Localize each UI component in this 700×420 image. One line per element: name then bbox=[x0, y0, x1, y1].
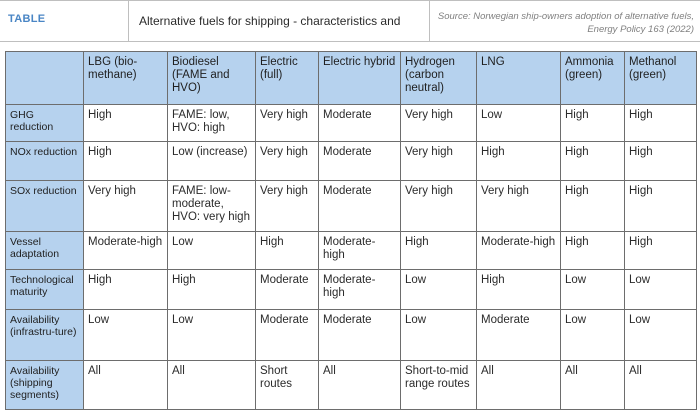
table-cell: High bbox=[561, 142, 625, 181]
table-cell: Low bbox=[625, 310, 697, 361]
table-cell: Very high bbox=[401, 105, 477, 142]
column-header: Methanol (green) bbox=[625, 52, 697, 105]
source-line-1: Source: Norwegian ship-owners adoption of alternative fuels, bbox=[437, 11, 694, 22]
table-cell: Very high bbox=[84, 181, 168, 232]
fuels-table bbox=[5, 51, 697, 410]
column-header: LNG bbox=[477, 52, 561, 105]
table-row bbox=[6, 270, 697, 310]
table-cell: All bbox=[168, 361, 256, 410]
table-cell: High bbox=[561, 232, 625, 270]
table-cell: High bbox=[84, 270, 168, 310]
table-cell: FAME: low, HVO: high bbox=[168, 105, 256, 142]
table-cell: High bbox=[401, 232, 477, 270]
table-cell: Moderate bbox=[477, 310, 561, 361]
column-header: Biodiesel (FAME and HVO) bbox=[168, 52, 256, 105]
table-cell: Very high bbox=[477, 181, 561, 232]
table-cell: All bbox=[477, 361, 561, 410]
table-cell: Low bbox=[477, 105, 561, 142]
table-cell: Moderate bbox=[319, 310, 401, 361]
table-cell: FAME: low-moderate, HVO: very high bbox=[168, 181, 256, 232]
table-cell: Short routes bbox=[256, 361, 319, 410]
table-cell: Moderate-high bbox=[319, 270, 401, 310]
table-cell: Moderate bbox=[256, 270, 319, 310]
table-cell: Low bbox=[401, 270, 477, 310]
column-header: Hydrogen (carbon neutral) bbox=[401, 52, 477, 105]
row-header: Availability (infrastru-ture) bbox=[6, 310, 84, 361]
table-cell: All bbox=[84, 361, 168, 410]
table-cell: Moderate bbox=[319, 142, 401, 181]
table-cell: All bbox=[561, 361, 625, 410]
table-cell: Moderate bbox=[319, 181, 401, 232]
table-cell: High bbox=[625, 142, 697, 181]
table-cell: Low bbox=[168, 232, 256, 270]
table-row bbox=[6, 142, 697, 181]
table-cell: Very high bbox=[256, 105, 319, 142]
table-cell: Moderate bbox=[319, 105, 401, 142]
table-cell: High bbox=[561, 105, 625, 142]
row-header: Availability (shipping segments) bbox=[6, 361, 84, 410]
table-title: Alternative fuels for shipping - characteristics and bbox=[128, 1, 430, 41]
table-cell: High bbox=[625, 232, 697, 270]
table-cell: High bbox=[84, 105, 168, 142]
table-row bbox=[6, 232, 697, 270]
row-header: NOx reduction bbox=[6, 142, 84, 181]
table-cell: Low bbox=[561, 310, 625, 361]
table-cell: Very high bbox=[256, 142, 319, 181]
table-cell: Moderate-high bbox=[319, 232, 401, 270]
column-header: LBG (bio-methane) bbox=[84, 52, 168, 105]
table-cell: All bbox=[319, 361, 401, 410]
table-row bbox=[6, 105, 697, 142]
table-tag: TABLE bbox=[8, 13, 46, 25]
table-cell: High bbox=[168, 270, 256, 310]
table-cell: High bbox=[477, 270, 561, 310]
table-cell: Short-to-mid range routes bbox=[401, 361, 477, 410]
table-cell: High bbox=[625, 181, 697, 232]
row-header: GHG reduction bbox=[6, 105, 84, 142]
table-cell: Very high bbox=[401, 142, 477, 181]
table-cell: High bbox=[561, 181, 625, 232]
corner-cell bbox=[6, 52, 84, 105]
table-cell: High bbox=[256, 232, 319, 270]
table-cell: Moderate-high bbox=[84, 232, 168, 270]
table-cell: Low bbox=[401, 310, 477, 361]
table-cell: Moderate-high bbox=[477, 232, 561, 270]
row-header: Technological maturity bbox=[6, 270, 84, 310]
table-cell: Low (increase) bbox=[168, 142, 256, 181]
table-cell: Low bbox=[625, 270, 697, 310]
table-cell: Very high bbox=[401, 181, 477, 232]
table-row bbox=[6, 181, 697, 232]
table-cell: Very high bbox=[256, 181, 319, 232]
table-cell: High bbox=[625, 105, 697, 142]
table-row bbox=[6, 361, 697, 410]
column-header: Electric (full) bbox=[256, 52, 319, 105]
column-header: Ammonia (green) bbox=[561, 52, 625, 105]
table-cell: All bbox=[625, 361, 697, 410]
table-cell: High bbox=[477, 142, 561, 181]
column-header: Electric hybrid bbox=[319, 52, 401, 105]
table-cell: Low bbox=[168, 310, 256, 361]
table-cell: Moderate bbox=[256, 310, 319, 361]
row-header: SOx reduction bbox=[6, 181, 84, 232]
header-row bbox=[6, 52, 697, 105]
table-row bbox=[6, 310, 697, 361]
table-cell: Low bbox=[561, 270, 625, 310]
table-cell: Low bbox=[84, 310, 168, 361]
row-header: Vessel adaptation bbox=[6, 232, 84, 270]
table-header-bar bbox=[0, 0, 700, 42]
source-line-2: Energy Policy 163 (2022) bbox=[587, 24, 694, 35]
table-cell: High bbox=[84, 142, 168, 181]
source-citation bbox=[432, 10, 694, 36]
